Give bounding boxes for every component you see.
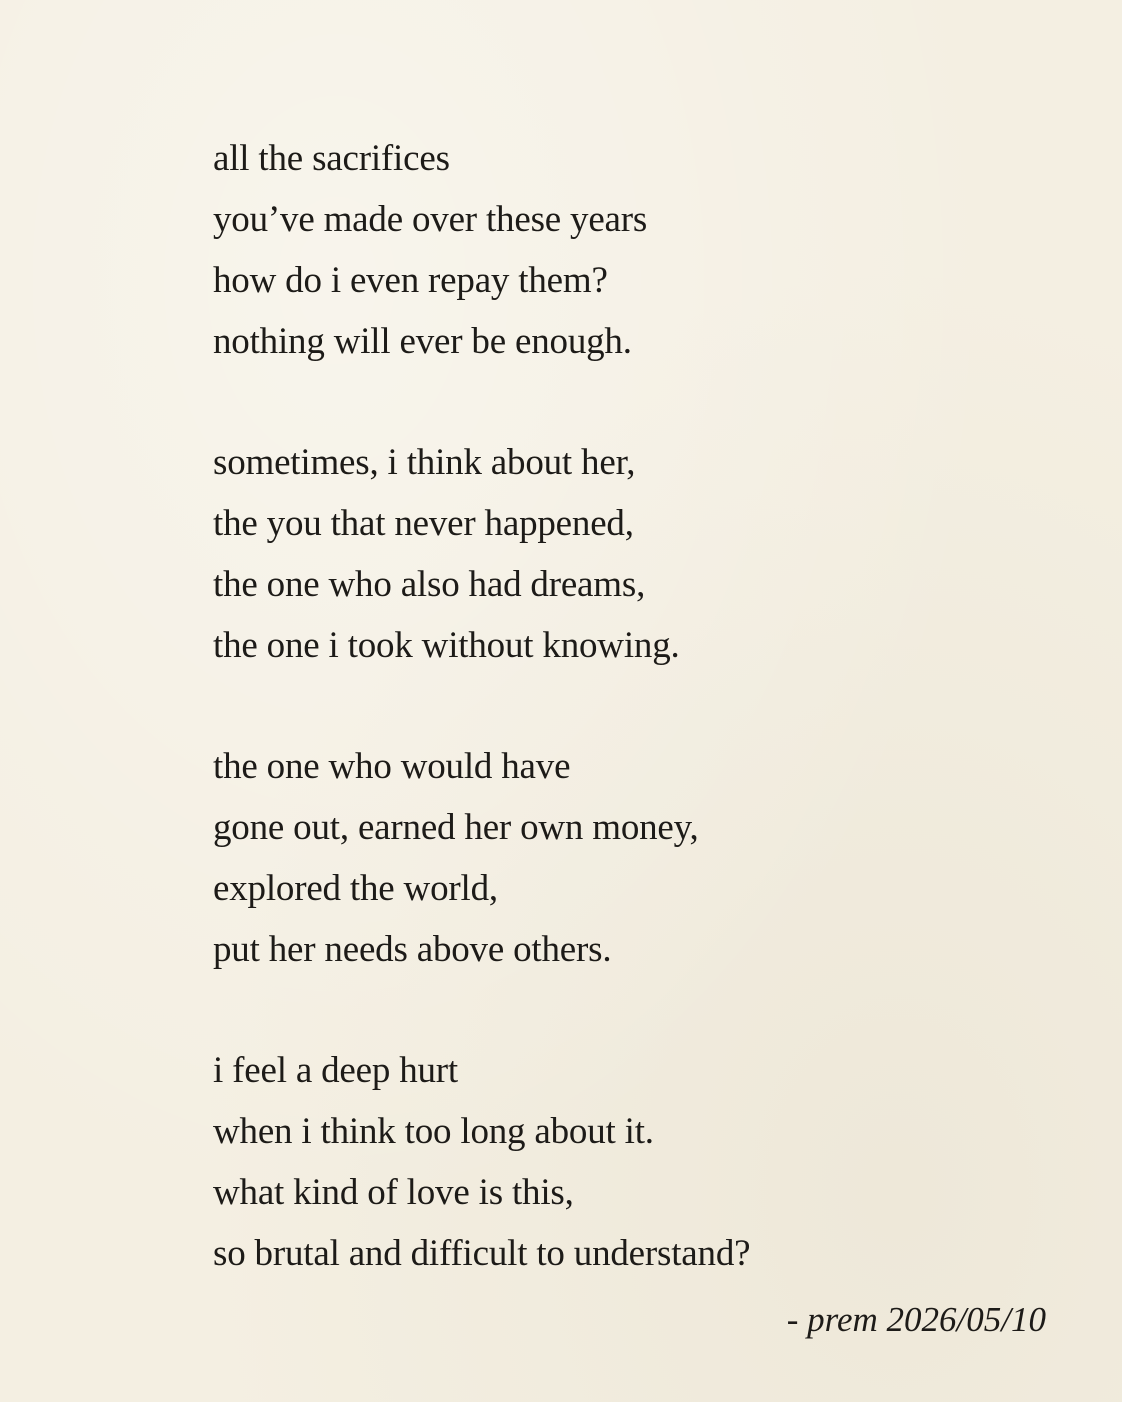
signature-date: - prem 2026/05/10: [786, 1300, 1046, 1339]
poem-line: sometimes, i think about her,: [213, 442, 636, 483]
stanza-3: [213, 736, 1093, 980]
poem-line: the you that never happened,: [213, 503, 634, 544]
poem-line: the one who would have: [213, 746, 571, 787]
poem-line: gone out, earned her own money,: [213, 807, 699, 848]
poem-line: what kind of love is this,: [213, 1172, 574, 1213]
poem-line: all the sacrifices: [213, 138, 450, 179]
poem-line: the one i took without knowing.: [213, 625, 680, 666]
poem-line: i feel a deep hurt: [213, 1050, 458, 1091]
stanza-1: [213, 128, 1093, 372]
stanza-4: [213, 1040, 1093, 1284]
stanza-2: [213, 432, 1093, 676]
poem-body: [213, 128, 1093, 1344]
poem-line: nothing will ever be enough.: [213, 321, 632, 362]
poem-line: explored the world,: [213, 868, 498, 909]
poem-line: you’ve made over these years: [213, 199, 648, 240]
poem-line: when i think too long about it.: [213, 1111, 654, 1152]
poem-line: how do i even repay them?: [213, 260, 608, 301]
poem-line: so brutal and difficult to understand?: [213, 1233, 751, 1274]
poem-line: the one who also had dreams,: [213, 564, 646, 605]
poem-line: put her needs above others.: [213, 929, 612, 970]
